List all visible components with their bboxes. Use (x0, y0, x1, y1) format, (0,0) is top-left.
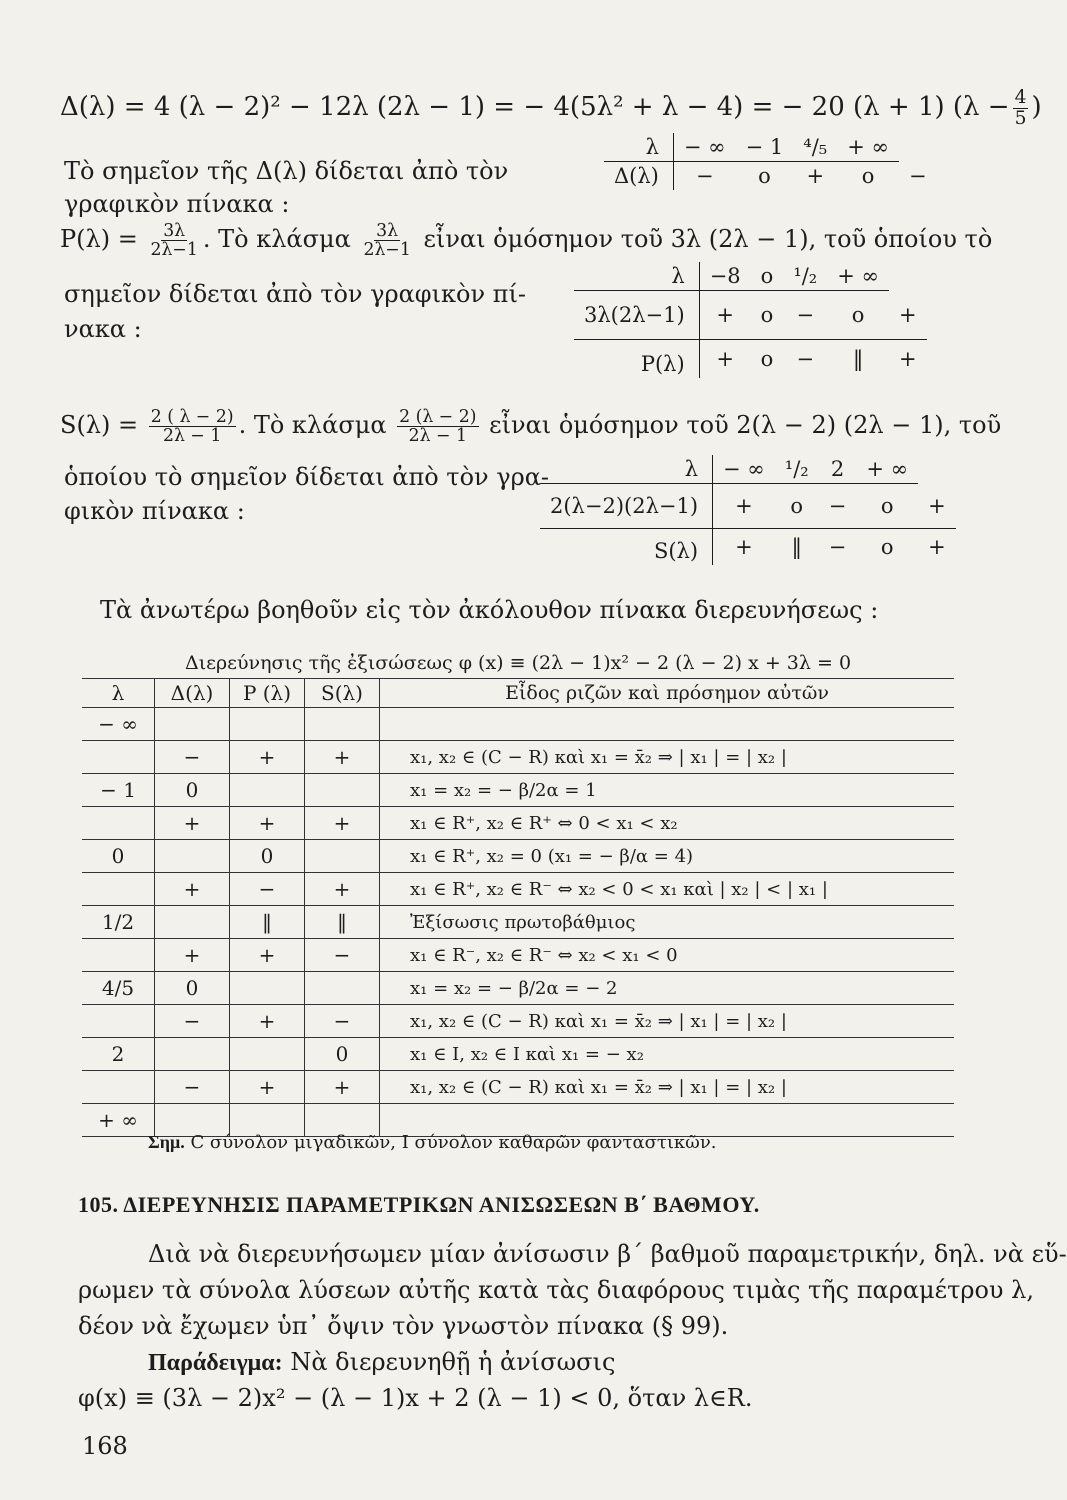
delta-equation: Δ(λ) = 4 (λ − 2)² − 12λ (2λ − 1) = − 4(5λ² + λ − 4) = − 20 (λ + 1) (λ − $\frac{4}{5}$ ) (60, 87, 1042, 129)
delta-equation-paren: (λ − (952, 92, 1010, 123)
intro-line: Τὰ ἀνωτέρω βοηθοῦν εἰς τὸν ἀκόλουθον πίνακα διερευνήσεως : (100, 596, 879, 624)
row-lambda: 4/5 (82, 972, 155, 1005)
row-p-sign (230, 972, 305, 1005)
row-delta-sign (155, 1038, 230, 1071)
row-description: x₁ ∈ R⁺, x₂ ∈ R⁺ ⇔ 0 < x₁ < x₂ (380, 807, 955, 840)
s-text-line2: φικὸν πίνακα : (64, 497, 245, 525)
row-delta-sign (155, 840, 230, 873)
table-row (82, 1005, 954, 1038)
row-lambda (82, 873, 155, 906)
investigation-table-body (82, 708, 954, 1137)
row-s-sign: + (305, 1071, 380, 1104)
section-heading: 105. ΔΙΕΡΕΥΝΗΣΙΣ ΠΑΡΑΜΕΤΡΙΚΩΝ ΑΝΙΣΩΣΕΩΝ Β΄ ΒΑΘΜΟΥ. (78, 1192, 760, 1217)
row-s-sign: + (305, 741, 380, 774)
table-row (82, 972, 954, 1005)
row-p-sign: 0 (230, 840, 305, 873)
example-line: Παράδειγμα: Νὰ διερευνηθῇ ἡ ἀνίσωσις (148, 1348, 616, 1376)
investigation-table-title: Διερεύνησις τῆς ἐξισώσεως φ (x) ≡ (2λ − 1)x² − 2 (λ − 2) x + 3λ = 0 (82, 648, 954, 679)
row-delta-sign: 0 (155, 774, 230, 807)
row-p-sign (230, 1038, 305, 1071)
row-s-sign: − (305, 939, 380, 972)
row-description: x₁, x₂ ∈ (C − R) καὶ x₁ = x̄₂ ⇒ | x₁ | = | x₂ | (380, 1005, 955, 1038)
row-lambda (82, 741, 155, 774)
row-lambda (82, 1071, 155, 1104)
row-lambda (82, 807, 155, 840)
row-s-sign: ‖ (305, 906, 380, 939)
delta-fraction: $\frac{4}{5}$ (1014, 87, 1027, 129)
s-text-line1: ὁποίου τὸ σημεῖον δίδεται ἀπὸ τὸν γρα- (64, 463, 550, 491)
table-row (82, 774, 954, 807)
row-lambda: + ∞ (82, 1104, 155, 1137)
row-delta-sign: + (155, 807, 230, 840)
row-delta-sign: + (155, 939, 230, 972)
row-p-sign: + (230, 807, 305, 840)
row-description: x₁ ∈ R⁺, x₂ = 0 (x₁ = − β/α = 4) (380, 840, 955, 873)
row-delta-sign: + (155, 873, 230, 906)
row-s-sign (305, 840, 380, 873)
sign-table-lambda: λ (604, 133, 673, 162)
row-delta-sign: − (155, 741, 230, 774)
row-p-sign (230, 708, 305, 741)
table-row (82, 840, 954, 873)
row-p-sign: + (230, 741, 305, 774)
investigation-table-header: λ Δ(λ) P (λ) S(λ) Εἶδος ριζῶν καὶ πρόσημον αὐτῶν (82, 679, 954, 708)
delta-text-line1: Τὸ σημεῖον τῆς Δ(λ) δίδεται ἀπὸ τὸν (64, 157, 509, 185)
row-description: x₁, x₂ ∈ (C − R) καὶ x₁ = x̄₂ ⇒ | x₁ | = | x₂ | (380, 741, 955, 774)
row-delta-sign: − (155, 1071, 230, 1104)
delta-equation-text: Δ(λ) = 4 (λ − 2)² − 12λ (2λ − 1) = − 4(5λ² + λ − 4) = − 20 (λ + 1) (60, 92, 945, 123)
s-sign-table: λ − ∞ ¹/₂ 2 + ∞ 2(λ−2)(2λ−1) + o − o + S(λ) + ‖ − o + (540, 455, 956, 565)
row-s-sign: + (305, 873, 380, 906)
row-s-sign: + (305, 807, 380, 840)
row-p-sign: + (230, 939, 305, 972)
table-row (82, 939, 954, 972)
paragraph-line2: ρωμεν τὰ σύνολα λύσεων αὐτῆς κατὰ τὰς διαφόρους τιμὰς τῆς παραμέτρου λ, (78, 1276, 1034, 1304)
row-lambda (82, 1005, 155, 1038)
example-formula: φ(x) ≡ (3λ − 2)x² − (λ − 1)x + 2 (λ − 1) < 0, ὅταν λ∈R. (78, 1384, 753, 1412)
row-delta-sign (155, 708, 230, 741)
p-text-line2: νακα : (64, 315, 142, 343)
row-description (380, 708, 955, 741)
row-s-sign (305, 972, 380, 1005)
table-row (82, 708, 954, 741)
row-lambda: 0 (82, 840, 155, 873)
paragraph-line1: Διὰ νὰ διερευνήσωμεν μίαν ἀνίσωσιν β΄ βαθμοῦ παραμετρικήν, δηλ. νὰ εὕ- (148, 1240, 1067, 1268)
table-row (82, 741, 954, 774)
p-fraction: $\frac{3\lambda}{2\lambda-1}$ (150, 221, 198, 261)
table-row (82, 1038, 954, 1071)
row-lambda: 2 (82, 1038, 155, 1071)
paragraph-line3: δέον νὰ ἔχωμεν ὑπ᾿ ὄψιν τὸν γνωστὸν πίνακα (§ 99). (78, 1312, 729, 1340)
row-s-sign: 0 (305, 1038, 380, 1071)
row-lambda: 1/2 (82, 906, 155, 939)
row-lambda: − ∞ (82, 708, 155, 741)
delta-text-line2: γραφικὸν πίνακα : (64, 190, 290, 218)
page-number: 168 (82, 1432, 128, 1460)
delta-sign-table: λ − ∞ − 1 ⁴/₅ + ∞ Δ(λ) − o + o − (604, 133, 937, 190)
row-description: x₁ ∈ R⁻, x₂ ∈ R⁻ ⇔ x₂ < x₁ < 0 (380, 939, 955, 972)
row-delta-sign: − (155, 1005, 230, 1038)
row-p-sign: ‖ (230, 906, 305, 939)
row-description: Ἐξίσωσις πρωτοβάθμιος (380, 906, 955, 939)
table-row (82, 1071, 954, 1104)
row-description: x₁ ∈ I, x₂ ∈ I καὶ x₁ = − x₂ (380, 1038, 955, 1071)
row-s-sign (305, 708, 380, 741)
row-lambda: − 1 (82, 774, 155, 807)
table-row (82, 906, 954, 939)
row-delta-sign: 0 (155, 972, 230, 1005)
row-s-sign (305, 774, 380, 807)
row-description: x₁ = x₂ = − β/2α = − 2 (380, 972, 955, 1005)
row-description: x₁, x₂ ∈ (C − R) καὶ x₁ = x̄₂ ⇒ | x₁ | = | x₂ | (380, 1071, 955, 1104)
investigation-table (82, 648, 954, 1137)
p-text-line1: σημεῖον δίδεται ἀπὸ τὸν γραφικὸν πί- (64, 280, 526, 308)
row-description: x₁ ∈ R⁺, x₂ ∈ R⁻ ⇔ x₂ < 0 < x₁ καὶ | x₂ | < | x₁ | (380, 873, 955, 906)
row-p-sign (230, 774, 305, 807)
row-s-sign: − (305, 1005, 380, 1038)
table-row (82, 807, 954, 840)
row-p-sign: + (230, 1071, 305, 1104)
row-description: x₁ = x₂ = − β/2α = 1 (380, 774, 955, 807)
note: Σημ. C σύνολον μιγαδικῶν, I σύνολον καθαρῶν φανταστικῶν. (148, 1132, 717, 1153)
s-equation: S(λ) = $\frac{2 ( \lambda - 2)}{2\lambda - 1}$ . Τὸ κλάσμα $\frac{2 (\lambda - 2)}{2\lambda - 1}$ εἶναι ὁμόσημον τοῦ 2(λ − 2) (2λ − 1), τοῦ (60, 407, 1002, 447)
row-lambda (82, 939, 155, 972)
p-sign-table: λ −8 o ¹/₂ + ∞ 3λ(2λ−1) + o − o + P(λ) + o − ‖ + (574, 262, 927, 378)
row-delta-sign (155, 906, 230, 939)
row-p-sign: − (230, 873, 305, 906)
table-row (82, 873, 954, 906)
sign-table-row-label: Δ(λ) (604, 162, 673, 191)
row-p-sign: + (230, 1005, 305, 1038)
p-equation: P(λ) = $\frac{3\lambda}{2\lambda-1}$ . Τὸ κλάσμα $\frac{3\lambda}{2\lambda-1}$ εἶναι ὁμόσημον τοῦ 3λ (2λ − 1), τοῦ ὁποίου τὸ (60, 221, 993, 261)
